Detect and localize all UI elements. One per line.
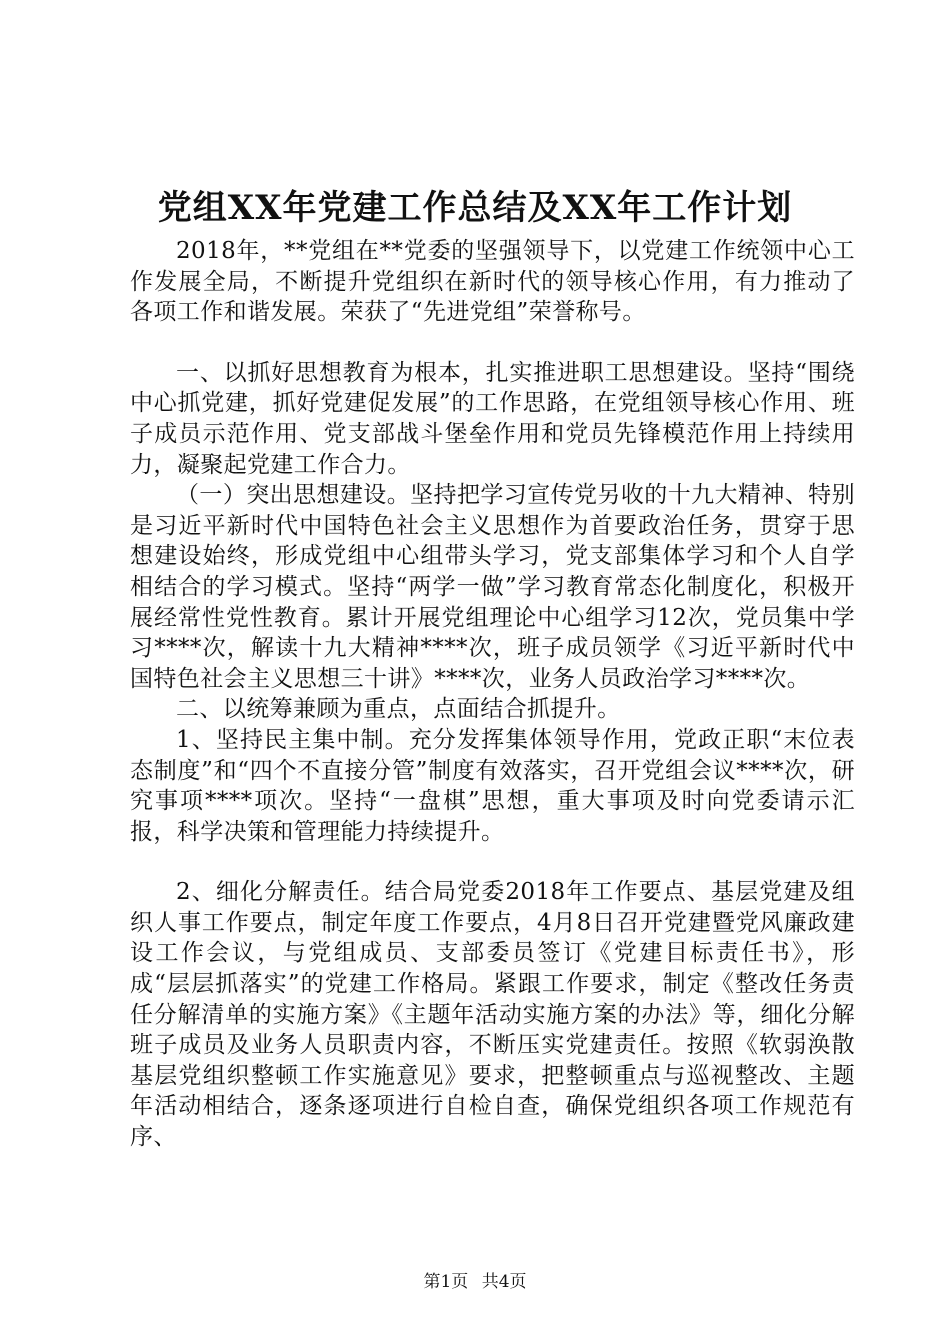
page-footer: [0, 1271, 950, 1293]
paragraph-section-2: 二、以统筹兼顾为重点，点面结合抓提升。: [176, 696, 621, 723]
paragraph-subsection-1: （一）突出思想建设。坚持把学习宣传党另收的十九大精神、特别是习近平新时代中国特色社会主义思想作为首要政治任务，贯穿于思想建设始终，形成党组中心组带头学习，党支部集体学习和个人自学相结合的学习模式。坚持“两学一做”学习教育常态化制度化，积极开展经常性党性教育。累计开展党组理论中心组学习12次，党员集中学习****次，解读十九大精神****次，班子成员领学《习近平新时代中国特色社会主义思想三十讲》****次，业务人员政治学习****次。: [130, 482, 855, 692]
document-title: 党组XX年党建工作总结及XX年工作计划: [157, 188, 793, 228]
page-number: 第1页: [423, 1272, 469, 1292]
paragraph-section-1: 一、以抓好思想教育为根本，扎实推进职工思想建设。坚持“围绕中心抓党建，抓好党建促发展”的工作思路，在党组领导核心作用、班子成员示范作用、党支部战斗堡垒作用和党员先锋模范作用上持续用力，凝聚起党建工作合力。: [130, 359, 855, 478]
page-total: 共4页: [481, 1272, 527, 1292]
paragraph-intro: 2018年，**党组在**党委的坚强领导下，以党建工作统领中心工作发展全局，不断提升党组织在新时代的领导核心作用，有力推动了各项工作和谐发展。荣获了“先进党组”荣誉称号。: [130, 238, 855, 326]
paragraph-item-2: 2、细化分解责任。结合局党委2018年工作要点、基层党建及组织人事工作要点，制定年度工作要点，4月8日召开党建暨党风廉政建设工作会议，与党组成员、支部委员签订《党建目标责任书》，形成“层层抓落实”的党建工作格局。紧跟工作要求，制定《整改任务责任分解清单的实施方案》《主题年活动实施方案的办法》等，细化分解班子成员及业务人员职责内容，不断压实党建责任。按照《软弱涣散基层党组织整顿工作实施意见》要求，把整顿重点与巡视整改、主题年活动相结合，逐条逐项进行自检自查，确保党组织各项工作规范有序、: [130, 879, 855, 1151]
document-body: [130, 236, 855, 1153]
paragraph-item-1: 1、坚持民主集中制。充分发挥集体领导作用，党政正职“末位表态制度”和“四个不直接分管”制度有效落实，召开党组会议****次，研究事项****项次。坚持“一盘棋”思想，重大事项及时向党委请示汇报，科学决策和管理能力持续提升。: [130, 726, 855, 845]
